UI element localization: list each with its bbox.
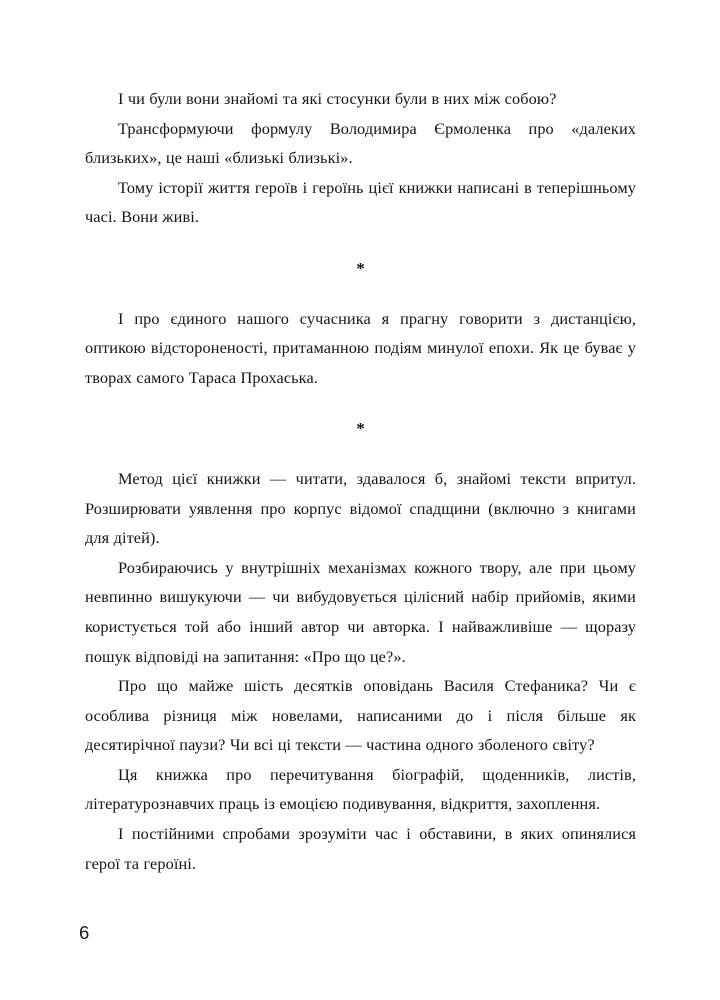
section-separator-asterisk: * — [356, 258, 365, 278]
page-number: 6 — [79, 922, 90, 943]
spacer — [85, 284, 636, 304]
paragraph: Тому історії життя героїв і героїнь цієї книжки написані в теперішньому часі. Вони живі. — [85, 177, 636, 227]
spacer — [85, 392, 636, 414]
paragraph: Розбираючись у внутрішніх механізмах кожного твору, але при цьому невпинно вишукуючи — чи вибудовується цілісний набір прийомів, якими користується той або інший автор чи авторка. І найважливіше — щоразу пошук відповіді на запитання: «Про що це?». — [85, 557, 636, 666]
text-column — [85, 84, 636, 878]
spacer — [85, 232, 636, 254]
paragraph: Метод цієї книжки — читати, здавалося б, знайомі тексти впритул. Розширювати уявлення про корпус відомої спадщини (включно з книгами для дітей). — [85, 468, 636, 548]
spacer — [85, 444, 636, 464]
paragraph-group-3 — [85, 464, 636, 878]
paragraph: І постійними спробами зрозуміти час і обставини, в яких опинялися герої та героїні. — [85, 824, 636, 873]
paragraph-group-1 — [85, 84, 636, 232]
paragraph-group-2 — [85, 304, 636, 393]
paragraph: Трансформуючи формулу Володимира Єрмоленка про «далеких близьких», це наші «близькі близькі». — [85, 118, 636, 168]
paragraph: І чи були вони знайомі та які стосунки були в них між собою? — [118, 89, 557, 108]
paragraph: Ця книжка про перечитування біографій, щоденників, листів, літературознавчих праць із емоцією подивування, відкриття, захоплення. — [85, 764, 636, 814]
section-separator-asterisk: * — [356, 419, 365, 439]
paragraph: Про що майже шість десятків оповідань Василя Стефаника? Чи є особлива різниця між новелами, написаними до і після більше як десятирічної паузи? Чи всі ці тексти — частина одного зболеного світу? — [85, 676, 636, 755]
paragraph: І про єдиного нашого сучасника я прагну говорити з дистанцією, оптикою відстороненості, притаманною подіям минулої епохи. Як це буває у творах самого Тараса Прохаська. — [85, 308, 636, 387]
